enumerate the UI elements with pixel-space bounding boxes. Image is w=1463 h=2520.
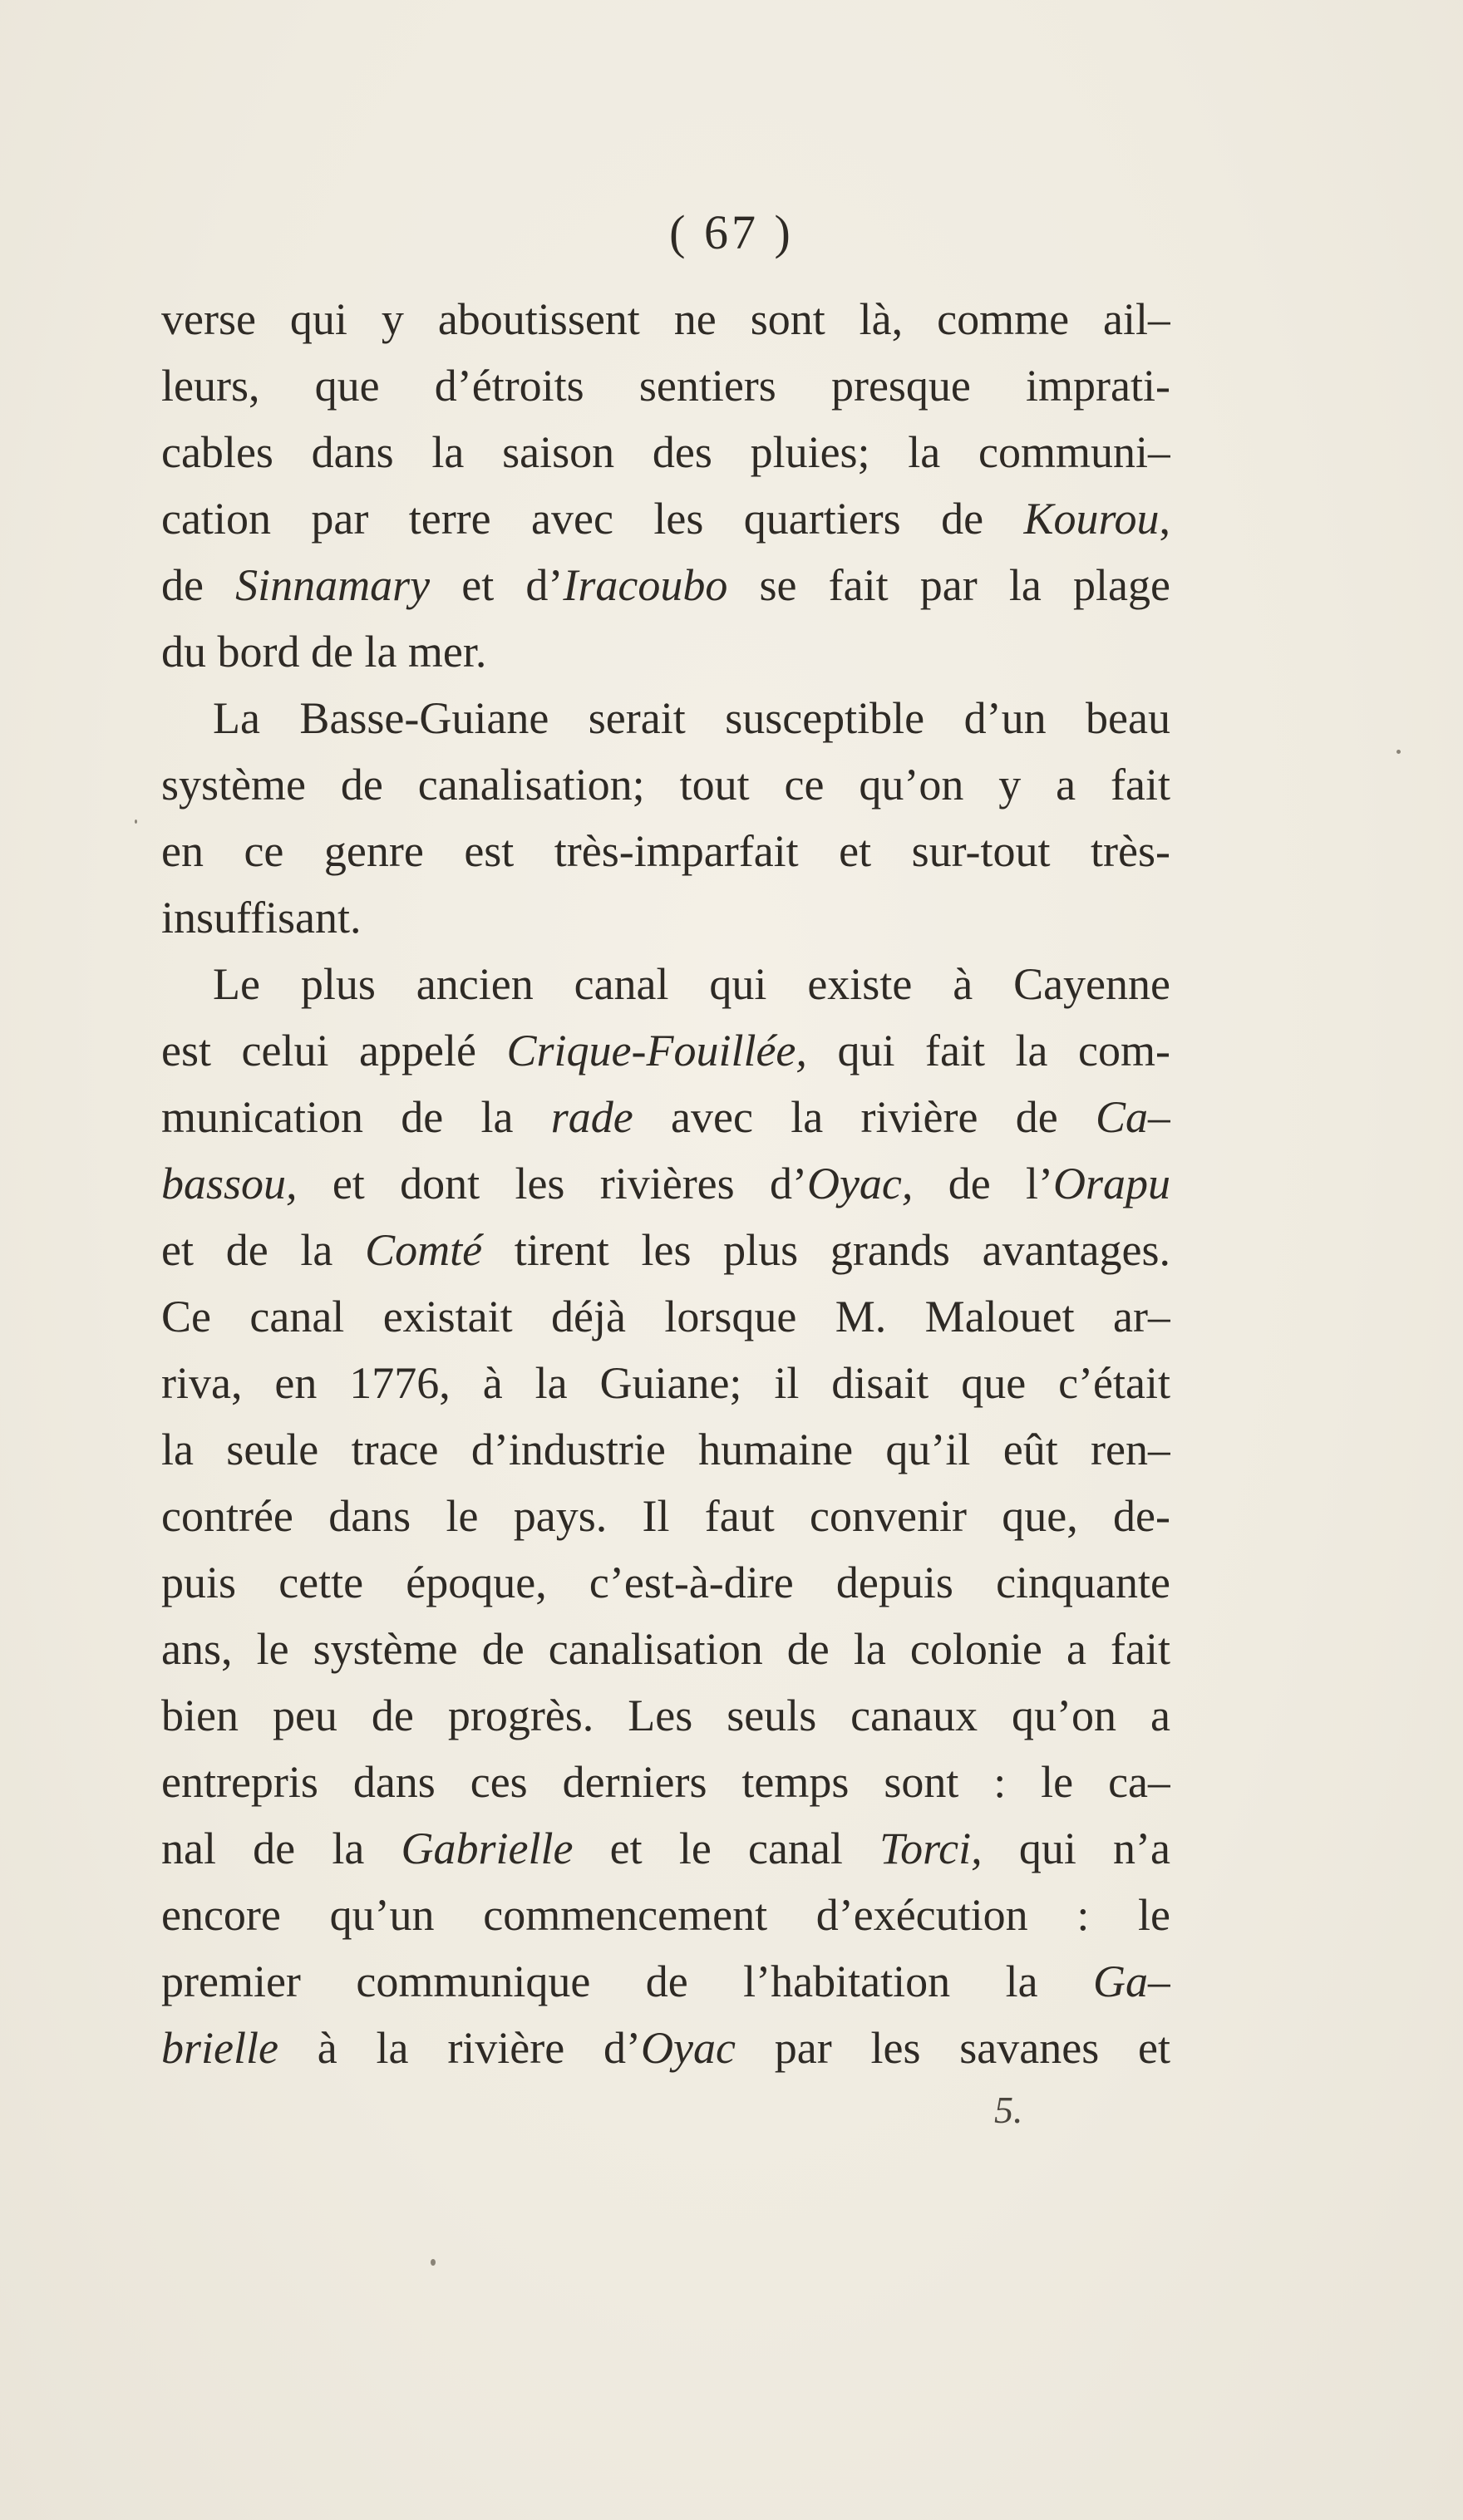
text-run: qui fait la com-: [806, 1026, 1170, 1075]
text-run: verse qui y aboutissent ne sont là, comme ail–: [161, 294, 1170, 344]
text-line: [161, 485, 1170, 552]
text-run: et le canal: [573, 1824, 880, 1873]
text-run: La Basse-Guiane serait susceptible d’un beau: [213, 693, 1170, 743]
text-run: contrée dans le pays. Il faut convenir que, de-: [161, 1491, 1170, 1541]
text-line: [161, 685, 1170, 751]
text-line: [161, 818, 1170, 884]
italic-text: Orapu: [1052, 1159, 1170, 1208]
text-line: [161, 1217, 1170, 1283]
text-line: [161, 1416, 1170, 1483]
italic-text: bassou,: [161, 1159, 298, 1208]
text-run: ,: [1159, 494, 1170, 544]
text-line: [161, 2015, 1170, 2081]
text-run: munication de la: [161, 1092, 551, 1142]
text-run: cation par terre avec les quartiers de: [161, 494, 1024, 544]
text-run: riva, en 1776, à la Guiane; il disait que c’était: [161, 1358, 1170, 1408]
text-line: [161, 1682, 1170, 1749]
text-run: à la rivière d’: [278, 2023, 642, 2073]
italic-text: Gabrielle: [401, 1824, 574, 1873]
text-line: [161, 1749, 1170, 1815]
text-line: [161, 1283, 1170, 1350]
text-line: [161, 1350, 1170, 1416]
page-number: ( 67 ): [669, 205, 794, 259]
text-run: la seule trace d’industrie humaine qu’il eût ren–: [161, 1425, 1170, 1474]
text-run: et dont les rivières d’: [297, 1159, 807, 1208]
text-line: [161, 1017, 1170, 1084]
text-line: [161, 1948, 1170, 2015]
text-run: leurs, que d’étroits sentiers presque imprati-: [161, 361, 1170, 411]
signature-mark: 5.: [994, 2089, 1023, 2131]
text-run: Le plus ancien canal qui existe à Cayenne: [213, 959, 1170, 1009]
text-line: [161, 1549, 1170, 1616]
text-run: cables dans la saison des pluies; la communi–: [161, 427, 1170, 477]
text-run: puis cette époque, c’est-à-dire depuis cinquante: [161, 1558, 1170, 1607]
text-line: [161, 1616, 1170, 1682]
text-run: qui n’a: [982, 1824, 1170, 1873]
text-line: [161, 618, 1170, 685]
body-text: [161, 286, 1170, 2081]
text-line: [161, 552, 1170, 618]
paper-speck: [1396, 750, 1401, 754]
text-run: de: [161, 560, 236, 610]
text-run: en ce genre est très-imparfait et sur-tout très-: [161, 826, 1170, 876]
text-run: insuffisant.: [161, 893, 362, 943]
text-run: Ce canal existait déjà lorsque M. Malouet ar–: [161, 1292, 1170, 1341]
text-run: système de canalisation; tout ce qu’on y a fait: [161, 760, 1170, 810]
italic-text: Sinnamary: [235, 560, 431, 610]
text-run: tirent les plus grands avantages.: [482, 1225, 1170, 1275]
text-run: avec la rivière de: [633, 1092, 1096, 1142]
text-line: [161, 884, 1170, 951]
text-line: [161, 1483, 1170, 1549]
paper-speck: [135, 819, 137, 824]
italic-text: Iracoubo: [563, 560, 728, 610]
italic-text: Oyac: [641, 2023, 736, 2073]
text-run: nal de la: [161, 1824, 401, 1873]
text-run: encore qu’un commencement d’exécution : le: [161, 1890, 1170, 1940]
text-run: du bord de la mer.: [161, 627, 487, 677]
text-run: ans, le système de canalisation de la colonie a fait: [161, 1624, 1170, 1674]
text-line: [161, 352, 1170, 419]
italic-text: brielle: [161, 2023, 278, 2073]
paper-speck: [431, 2259, 436, 2266]
italic-text: Crique-Fouillée,: [506, 1026, 807, 1075]
italic-text: Kourou: [1023, 494, 1160, 544]
text-run: par les savanes et: [735, 2023, 1170, 2073]
italic-text: rade: [550, 1092, 633, 1142]
text-line: [161, 1150, 1170, 1217]
text-run: et de la: [161, 1225, 366, 1275]
text-run: se fait par la plage: [727, 560, 1170, 610]
text-line: [161, 1815, 1170, 1882]
text-line: [161, 1882, 1170, 1948]
text-run: bien peu de progrès. Les seuls canaux qu’on a: [161, 1691, 1170, 1740]
text-run: et d’: [430, 560, 564, 610]
italic-text: Ca–: [1095, 1092, 1170, 1142]
italic-text: Comté: [365, 1225, 483, 1275]
italic-text: Ga–: [1093, 1956, 1170, 2006]
text-run: de l’: [913, 1159, 1053, 1208]
text-line: [161, 951, 1170, 1017]
italic-text: Torci,: [879, 1824, 983, 1873]
text-run: premier communique de l’habitation la: [161, 1956, 1093, 2006]
text-run: entrepris dans ces derniers temps sont : le ca–: [161, 1757, 1170, 1807]
italic-text: Oyac,: [806, 1159, 914, 1208]
text-line: [161, 419, 1170, 485]
text-line: [161, 1084, 1170, 1150]
text-line: [161, 286, 1170, 352]
text-run: est celui appelé: [161, 1026, 507, 1075]
text-line: [161, 751, 1170, 818]
